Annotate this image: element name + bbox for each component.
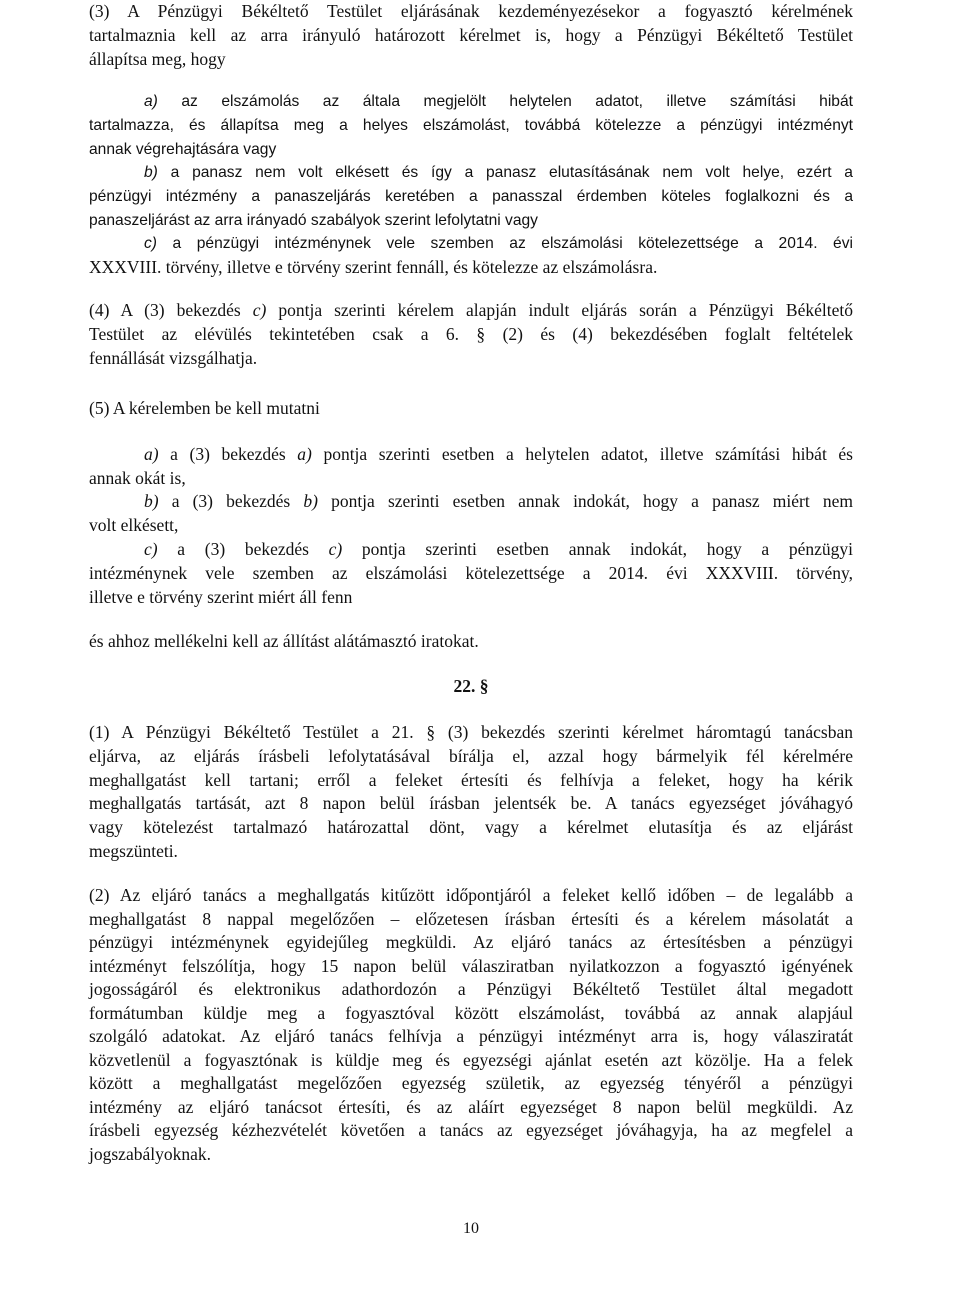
- point-marker: c): [144, 235, 157, 252]
- paragraph-5c: [89, 538, 853, 609]
- paragraph-5b: [89, 490, 853, 538]
- text-line: között a meghallgatást megelőzően egyezség születik, az egyezség tényéről a pénzügyi: [89, 1073, 853, 1093]
- text-line: (1) A Pénzügyi Békéltető Testület a 21. § (3) bekezdés szerinti kérelmet háromtagú tanácsban: [89, 722, 853, 742]
- text-line: pénzügyi intézménynek egyidejűleg megküldi. Az eljáró tanács az értesítésben a pénzügyi: [89, 932, 853, 952]
- text-line: intézményt felszólítja, hogy 15 napon belül válasziratban nyilatkozzon a fogyasztó igényének: [89, 955, 853, 976]
- point-reference: a): [297, 444, 312, 464]
- text-line: (2) Az eljáró tanács a meghallgatás kitűzött időpontjáról a feleket kellő időben – de legalább a: [89, 885, 853, 905]
- text-line: intézménynek vele szemben az elszámolási kötelezettsége a 2014. évi XXXVIII. törvény,: [89, 562, 853, 583]
- text-line: jogosságáról és elektronikus adathordozón a Pénzügyi Békéltető Testület által megadott: [89, 979, 853, 999]
- text-line: eljárva, az eljárás írásbeli lefolytatásával bírálja el, azzal hogy bármelyik fél kérelmére: [89, 745, 853, 766]
- section-22-paragraph-1: [89, 721, 853, 864]
- text-line: írásbeli egyezség kézhezvételét követően a tanács az egyezséget jóváhagyja, ha az megfelel a: [89, 1120, 853, 1140]
- text-line: XXXVIII. törvény, illetve e törvény szerint fennáll, és kötelezze az elszámolásra.: [89, 256, 658, 277]
- text-fragment: a (3) bekezdés: [157, 539, 329, 559]
- text-line: [89, 538, 853, 562]
- section-22-paragraph-2: [89, 884, 853, 1166]
- document-page: [89, 0, 853, 1289]
- text-fragment: a (3) bekezdés: [158, 444, 298, 464]
- text-line: [89, 443, 853, 467]
- text-fragment: (4) A (3) bekezdés: [89, 300, 253, 320]
- paragraph-5-closing: [89, 630, 853, 654]
- text-line: annak végrehajtására vagy: [89, 140, 277, 158]
- text-line: meghallgatást 8 nappal megelőzően – előzetesen írásban értesíti és a kérelem másolatát a: [89, 908, 853, 929]
- text-line: panaszeljárást az arra irányadó szabályok szerint lefolytatni vagy: [89, 211, 538, 229]
- text-line: és ahhoz mellékelni kell az állítást alátámasztó iratokat.: [89, 631, 479, 651]
- point-reference: c): [252, 300, 267, 320]
- point-reference: c): [328, 539, 343, 559]
- paragraph-4: [89, 299, 853, 370]
- page-number: 10: [463, 1220, 479, 1237]
- point-reference: b): [303, 491, 318, 511]
- text-fragment: az elszámolás az általa megjelölt helytelen adatot, illetve számítási hibát: [181, 93, 853, 110]
- text-line: Testület az elévülés tekintetében csak a 6. § (2) és (4) bekezdésében foglalt feltételek: [89, 323, 853, 344]
- text-line: tartalmazza, és állapítsa meg a helyes elszámolást, továbbá kötelezze a pénzügyi intézményt: [89, 116, 853, 134]
- point-marker: b): [144, 164, 158, 181]
- text-line: [89, 299, 853, 323]
- text-fragment: a pénzügyi intézménynek vele szemben az elszámolási kötelezettsége a 2014. évi: [172, 235, 853, 252]
- text-line: [89, 232, 853, 256]
- text-line: (3) A Pénzügyi Békéltető Testület eljárásának kezdeményezésekor a fogyasztó kérelmének: [89, 1, 853, 21]
- text-line: illetve e törvény szerint miért áll fenn: [89, 586, 353, 607]
- paragraph-5a: [89, 443, 853, 491]
- text-line: szolgáló adatokat. Az eljáró tanács felhívja a pénzügyi intézményt arra is, hogy válasziratát: [89, 1026, 853, 1046]
- paragraph-3b: [89, 161, 853, 232]
- paragraph-3c: [89, 232, 853, 280]
- text-line: (5) A kérelemben be kell mutatni: [89, 398, 320, 418]
- paragraph-3: [89, 0, 853, 71]
- text-line: tartalmaznia kell az arra irányuló határozott kérelmet is, hogy a Pénzügyi Békéltető Testület: [89, 24, 853, 45]
- text-fragment: pontja szerinti esetben a helytelen adatot, illetve számítási hibát és: [311, 444, 853, 464]
- point-marker: a): [144, 93, 158, 110]
- text-line: meghallgatás tartását, azt 8 napon belül írásban jelentsék be. A tanács egyezséget jóváhagyó: [89, 793, 853, 814]
- text-line: jogszabályoknak.: [89, 1143, 211, 1164]
- text-line: volt elkésett,: [89, 514, 179, 535]
- text-line: meghallgatást kell tartani; erről a feleket értesíti és felhívja a feleket, hogy ha kérik: [89, 769, 853, 790]
- text-line: formátumban küldje meg a fogyasztóval között elszámolást, továbbá az annak alapjául: [89, 1002, 853, 1023]
- text-line: fennállását vizsgálhatja.: [89, 347, 258, 368]
- text-fragment: pontja szerinti esetben annak indokát, hogy a panasz miért nem: [317, 491, 853, 511]
- point-marker: c): [144, 539, 158, 559]
- text-line: közvetlenül a fogyasztónak is küldje meg és egyezségi ajánlat esetén azt közölje. Ha a felek: [89, 1049, 853, 1070]
- section-heading: 22. §: [453, 676, 489, 696]
- point-marker: b): [144, 491, 159, 511]
- text-fragment: a (3) bekezdés: [158, 491, 304, 511]
- text-line: állapítsa meg, hogy: [89, 48, 226, 69]
- text-line: megszünteti.: [89, 840, 178, 861]
- text-line: annak okát is,: [89, 467, 186, 488]
- text-line: intézmény az eljáró tanácsot értesíti, és az aláírt egyezséget 8 napon belül megküldi. Az: [89, 1096, 853, 1117]
- text-line: [89, 161, 853, 185]
- paragraph-5-intro: [89, 397, 853, 421]
- text-line: vagy kötelezést tartalmazó határozattal dönt, vagy a kérelmet elutasítja és az eljárást: [89, 817, 853, 838]
- text-line: [89, 90, 853, 114]
- text-fragment: pontja szerinti esetben annak indokát, hogy a pénzügyi: [342, 539, 853, 559]
- point-marker: a): [144, 444, 159, 464]
- text-fragment: a panasz nem volt elkésett és így a panasz elutasításának nem volt helye, ezért a: [170, 164, 853, 181]
- text-line: pénzügyi intézmény a panaszeljárás keretében a panasszal érdemben köteles foglalkozni és a: [89, 187, 853, 205]
- paragraph-3a: [89, 90, 853, 161]
- text-fragment: pontja szerinti kérelem alapján indult eljárás során a Pénzügyi Békéltető: [266, 300, 853, 320]
- text-line: [89, 490, 853, 514]
